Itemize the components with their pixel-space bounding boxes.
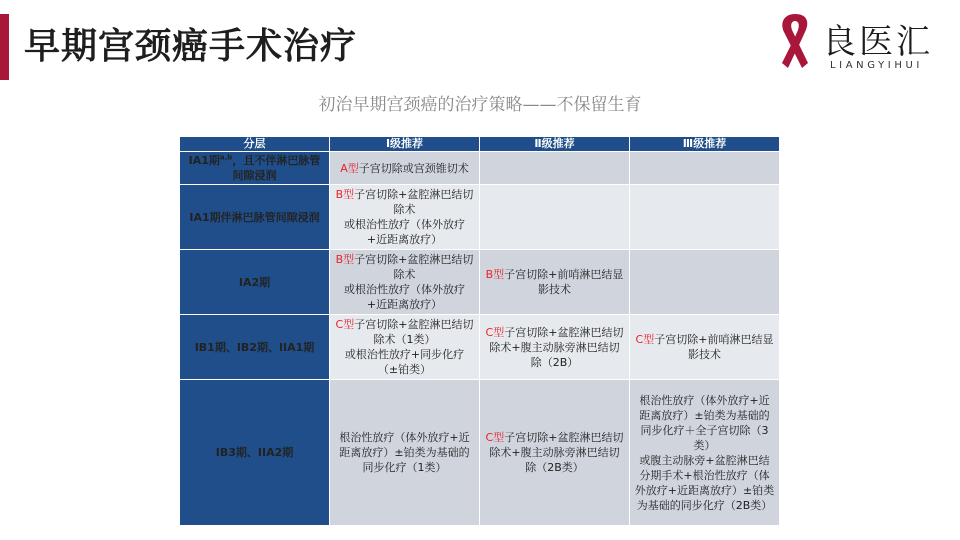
level-1-cell xyxy=(330,152,480,185)
recommendation-text: 子宫切除+盆腔淋巴结切除术 xyxy=(354,188,474,216)
recommendation-text: 子宫切除+前哨淋巴结显影技术 xyxy=(504,268,624,296)
recommendation-text: 子宫切除或宫颈锥切术 xyxy=(358,161,469,175)
level-2-cell xyxy=(480,185,630,250)
stage-label: IA1期 xyxy=(188,154,220,167)
recommendation-alt-text: 或根治性放疗（体外放疗+近距离放疗） xyxy=(344,218,465,246)
level-2-cell xyxy=(480,380,630,526)
level-3-cell xyxy=(630,315,780,380)
header-level-3: Ⅲ级推荐 xyxy=(630,137,780,152)
table-header-row xyxy=(180,137,780,152)
surgery-type-tag: A型 xyxy=(340,161,359,175)
level-2-cell xyxy=(480,315,630,380)
recommendation-alt-text: 或根治性放疗（体外放疗+近距离放疗） xyxy=(344,283,465,311)
stage-cell xyxy=(180,152,330,185)
level-1-cell xyxy=(330,185,480,250)
table-row xyxy=(180,152,780,185)
brand-name: 良医汇 xyxy=(822,22,933,62)
level-3-cell xyxy=(630,380,780,526)
surgery-type-tag: C型 xyxy=(335,318,355,331)
table-row xyxy=(180,185,780,250)
recommendation-text: 根治性放疗（体外放疗+近距离放疗）±铂类为基础的同步化疗（1类） xyxy=(339,431,470,474)
stage-footnote-sup: a,b xyxy=(219,153,233,162)
level-1-cell xyxy=(330,250,480,315)
surgery-type-tag: B型 xyxy=(335,188,355,201)
recommendation-text: 子宫切除+盆腔淋巴结切除术 xyxy=(354,253,474,281)
stage-label-rest: ，且不伴淋巴脉管间隙浸润 xyxy=(232,154,321,182)
treatment-recommendation-table xyxy=(179,136,780,526)
level-3-cell xyxy=(630,152,780,185)
table-row xyxy=(180,250,780,315)
recommendation-text: 子宫切除+盆腔淋巴结切除术+腹主动脉旁淋巴结切除（2B） xyxy=(489,325,624,369)
level-3-cell xyxy=(630,185,780,250)
level-2-cell xyxy=(480,152,630,185)
stage-cell: IA2期 xyxy=(180,250,330,315)
recommendation-text: 子宫切除+盆腔淋巴结切除术+腹主动脉旁淋巴结切除（2B类） xyxy=(489,431,624,474)
table-row xyxy=(180,380,780,526)
recommendation-text: 子宫切除+前哨淋巴结显影技术 xyxy=(654,333,774,361)
header-stratification: 分层 xyxy=(180,137,330,152)
recommendation-alt-text: 或根治性放疗+同步化疗（±铂类） xyxy=(344,348,465,376)
surgery-type-tag: C型 xyxy=(635,333,655,346)
stage-cell: IA1期伴淋巴脉管间隙浸润 xyxy=(180,185,330,250)
page-title: 早期宫颈癌手术治疗 xyxy=(24,26,358,67)
level-1-cell xyxy=(330,380,480,526)
recommendation-text: 根治性放疗（体外放疗+近距离放疗）±铂类为基础的同步化疗＋全子宫切除（3类） xyxy=(639,393,770,452)
header-level-2: Ⅱ级推荐 xyxy=(480,137,630,152)
stage-cell: IB3期、IIA2期 xyxy=(180,380,330,526)
surgery-type-tag: C型 xyxy=(485,431,505,444)
table-row xyxy=(180,315,780,380)
recommendation-text: 子宫切除+盆腔淋巴结切除术（1类） xyxy=(354,318,474,346)
brand-subtitle: LIANGYIHUI xyxy=(830,60,923,71)
level-3-cell xyxy=(630,250,780,315)
surgery-type-tag: C型 xyxy=(485,325,505,339)
surgery-type-tag: B型 xyxy=(335,253,355,266)
stage-cell: IB1期、IB2期、IIA1期 xyxy=(180,315,330,380)
surgery-type-tag: B型 xyxy=(485,268,505,281)
header-level-1: Ⅰ级推荐 xyxy=(330,137,480,152)
slide-subtitle: 初治早期宫颈癌的治疗策略——不保留生育 xyxy=(318,95,642,115)
level-1-cell xyxy=(330,315,480,380)
awareness-ribbon-icon xyxy=(776,10,814,76)
title-accent-bar xyxy=(0,14,9,80)
brand-logo-group xyxy=(776,10,956,78)
level-2-cell xyxy=(480,250,630,315)
recommendation-alt-text: 或腹主动脉旁+盆腔淋巴结分期手术+根治性放疗（体外放疗+近距离放疗）±铂类为基础的同步化疗（2B类） xyxy=(634,453,775,512)
